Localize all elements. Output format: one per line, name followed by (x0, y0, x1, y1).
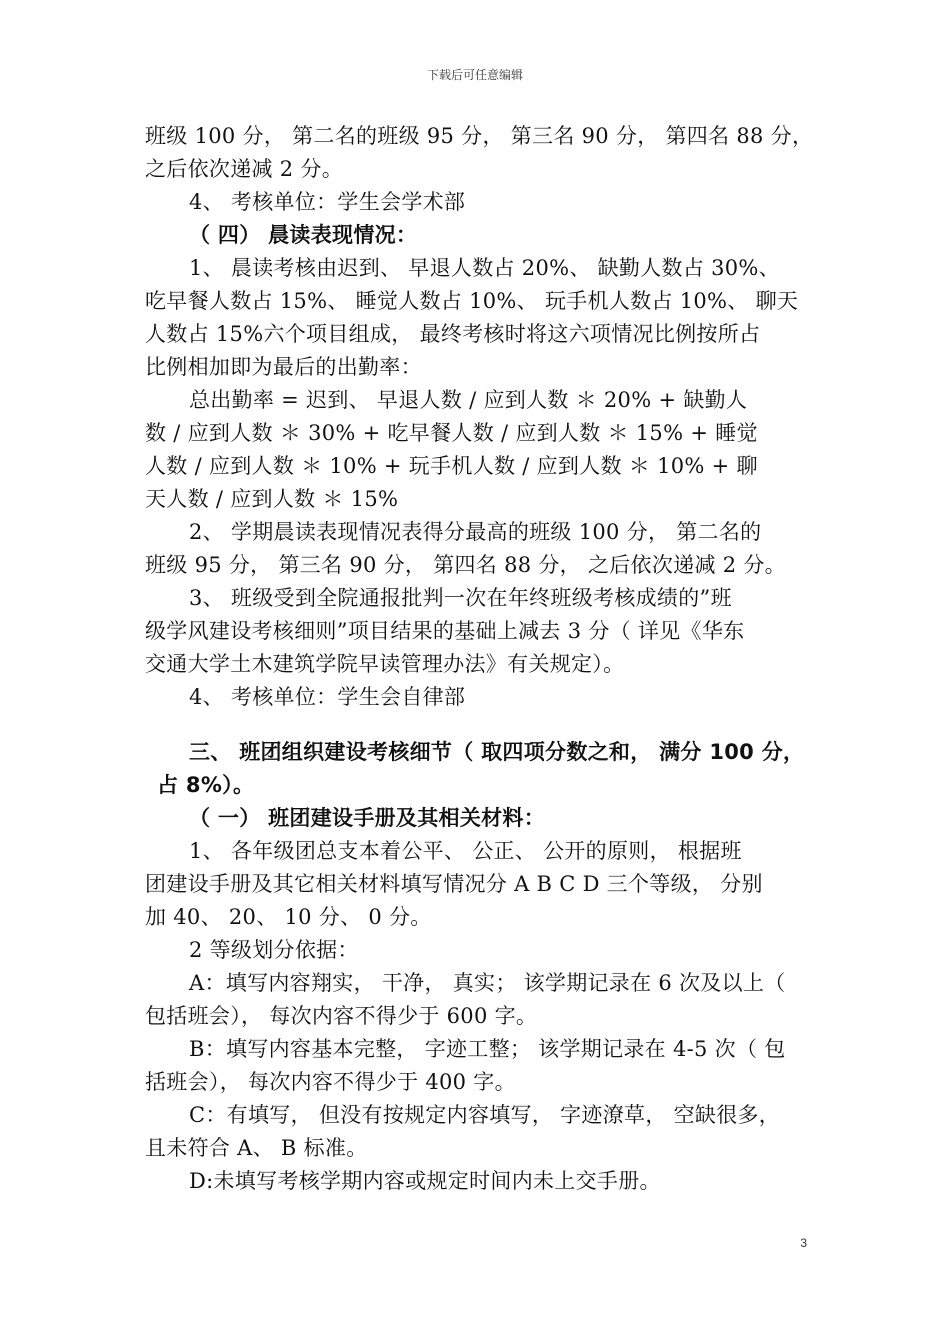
section-heading: 占 8%）。 (157, 773, 255, 797)
section-heading: 三、 班团组织建设考核细节（ 取四项分数之和， 满分 100 分， (189, 740, 805, 764)
paragraph-line: 班级 95 分， 第三名 90 分， 第四名 88 分， 之后依次递减 2 分。 (145, 553, 786, 577)
formula-line: 人数 / 应到人数 ＊ 10% + 玩手机人数 / 应到人数 ＊ 10% + 聊 (145, 454, 758, 478)
formula-line: 总出勤率 = 迟到、 早退人数 / 应到人数 ＊ 20% + 缺勤人 (189, 388, 748, 412)
paragraph-line: A：填写内容翔实， 干净， 真实； 该学期记录在 6 次及以上（ (189, 971, 786, 995)
paragraph-line: 交通大学土木建筑学院早读管理办法》有关规定）。 (145, 652, 625, 676)
paragraph-line: 吃早餐人数占 15%、 睡觉人数占 10%、 玩手机人数占 10%、 聊天 (145, 289, 799, 313)
paragraph-line: D:未填写考核学期内容或规定时间内未上交手册。 (189, 1169, 661, 1193)
paragraph-line: 3、 班级受到全院通报批判一次在年终班级考核成绩的”班 (189, 586, 732, 610)
paragraph-line: 级学风建设考核细则”项目结果的基础上减去 3 分（ 详见《华东 (145, 619, 745, 643)
page-number: 3 (800, 1236, 807, 1250)
paragraph-line: 比例相加即为最后的出勤率： (145, 355, 422, 379)
paragraph-gap (145, 714, 815, 736)
paragraph-line: C：有填写， 但没有按规定内容填写， 字迹潦草， 空缺很多， (189, 1103, 781, 1127)
paragraph-line: 包括班会）， 每次内容不得少于 600 字。 (145, 1004, 538, 1028)
page-header: 下载后可任意编辑 (426, 68, 523, 82)
paragraph-line: B：填写内容基本完整， 字迹工整； 该学期记录在 4-5 次（ 包 (189, 1037, 786, 1061)
formula-line: 天人数 / 应到人数 ＊ 15% (145, 487, 399, 511)
paragraph-line: 班级 100 分， 第二名的班级 95 分， 第三名 90 分， 第四名 88 分， (145, 124, 814, 148)
section-heading: （ 四） 晨读表现情况： (189, 223, 418, 247)
subsection-heading: （ 一） 班团建设手册及其相关材料： (189, 806, 546, 830)
paragraph-line: 4、 考核单位：学生会学术部 (189, 190, 466, 214)
paragraph-line: 团建设手册及其它相关材料填写情况分 A B C D 三个等级， 分别 (145, 872, 763, 896)
paragraph-line: 1、 各年级团总支本着公平、 公正、 公开的原则， 根据班 (189, 839, 742, 863)
paragraph-line: 加 40、 20、 10 分、 0 分。 (145, 905, 432, 929)
paragraph-line: 4、 考核单位：学生会自律部 (189, 685, 466, 709)
paragraph-line: 括班会）， 每次内容不得少于 400 字。 (145, 1070, 516, 1094)
paragraph-line: 1、 晨读考核由迟到、 早退人数占 20%、 缺勤人数占 30%、 (189, 256, 780, 280)
document-body (145, 120, 815, 1198)
paragraph-line: 人数占 15%六个项目组成， 最终考核时将这六项情况比例按所占 (145, 322, 761, 346)
formula-line: 数 / 应到人数 ＊ 30% + 吃早餐人数 / 应到人数 ＊ 15% + 睡觉 (145, 421, 758, 445)
paragraph-line: 且未符合 A、 B 标准。 (145, 1136, 368, 1160)
paragraph-line: 2、 学期晨读表现情况表得分最高的班级 100 分， 第二名的 (189, 520, 762, 544)
paragraph-line: 2 等级划分依据： (189, 938, 359, 962)
paragraph-line: 之后依次递减 2 分。 (145, 157, 344, 181)
